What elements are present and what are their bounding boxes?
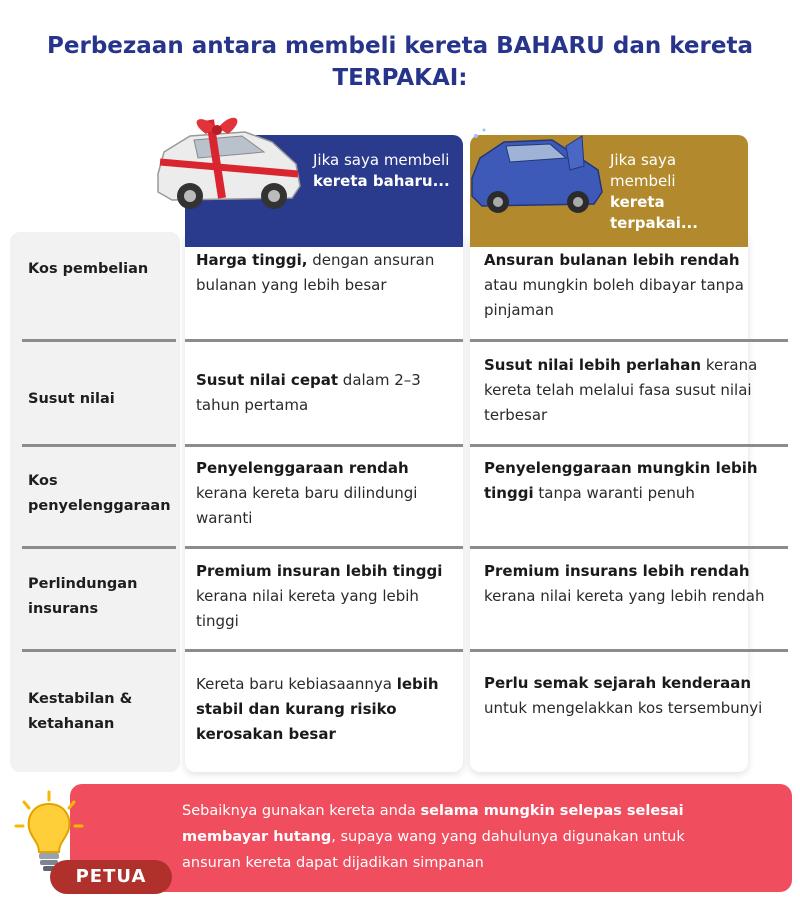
used-cell-kestabilan: Perlu semak sejarah kenderaan untuk mengelakkan kos tersembunyi — [484, 674, 763, 717]
new-cell-susut-nilai: Susut nilai cepat dalam 2–3 tahun pertama — [196, 371, 421, 414]
new-cell-perlindungan-insurans: Premium insuran lebih tinggi kerana nilai kereta yang lebih tinggi — [196, 562, 443, 630]
row-divider — [470, 339, 788, 342]
row-label-perlindungan-insurans: Perlindungan insurans — [28, 576, 138, 617]
row-divider — [470, 546, 788, 549]
row-divider — [22, 546, 176, 549]
tip-text: Sebaiknya gunakan kereta anda selama mungkin selepas selesai membayar hutang, supaya wang yang dahulunya digunakan untuk ansuran kereta dapat dijadikan simpanan — [182, 803, 685, 871]
petua-badge: PETUA — [50, 860, 172, 894]
row-divider — [22, 649, 176, 652]
page-title: Perbezaan antara membeli kereta BAHARU dan kereta TERPAKAI: — [47, 33, 753, 91]
used-car-icon — [466, 126, 606, 222]
row-divider — [185, 649, 463, 652]
row-label-susut-nilai: Susut nilai — [28, 391, 115, 407]
row-label-kos-pembelian: Kos pembelian — [28, 261, 149, 277]
row-divider — [22, 339, 176, 342]
row-divider — [185, 444, 463, 447]
row-divider — [470, 649, 788, 652]
new-cell-kestabilan: Kereta baru kebiasaannya lebih stabil dan kurang risiko kerosakan besar — [196, 675, 439, 743]
used-car-header-bold: kereta terpakai... — [610, 193, 698, 232]
new-cell-kos-pembelian: Harga tinggi, dengan ansuran bulanan yang lebih besar — [196, 251, 435, 294]
used-cell-susut-nilai: Susut nilai lebih perlahan kerana kereta telah melalui fasa susut nilai terbesar — [484, 356, 758, 424]
row-divider — [185, 546, 463, 549]
new-cell-kos-penyelenggaraan: Penyelenggaraan rendah kerana kereta baru dilindungi waranti — [196, 459, 418, 527]
row-label-kos-penyelenggaraan: Kos penyelenggaraan — [28, 473, 171, 514]
row-divider — [470, 444, 788, 447]
used-cell-kos-penyelenggaraan: Penyelenggaraan mungkin lebih tinggi tanpa waranti penuh — [484, 459, 758, 502]
used-car-header-intro: Jika saya membeli — [610, 151, 677, 190]
row-divider — [185, 339, 463, 342]
row-label-kestabilan: Kestabilan & ketahanan — [28, 691, 133, 732]
new-car-header-intro: Jika saya membeli — [313, 151, 450, 169]
row-divider — [22, 444, 176, 447]
used-cell-perlindungan-insurans: Premium insurans lebih rendah kerana nilai kereta yang lebih rendah — [484, 562, 765, 605]
used-cell-kos-pembelian: Ansuran bulanan lebih rendah atau mungkin boleh dibayar tanpa pinjaman — [484, 251, 744, 319]
new-car-header-bold: kereta baharu... — [313, 172, 450, 190]
new-car-with-ribbon-icon — [150, 112, 305, 222]
